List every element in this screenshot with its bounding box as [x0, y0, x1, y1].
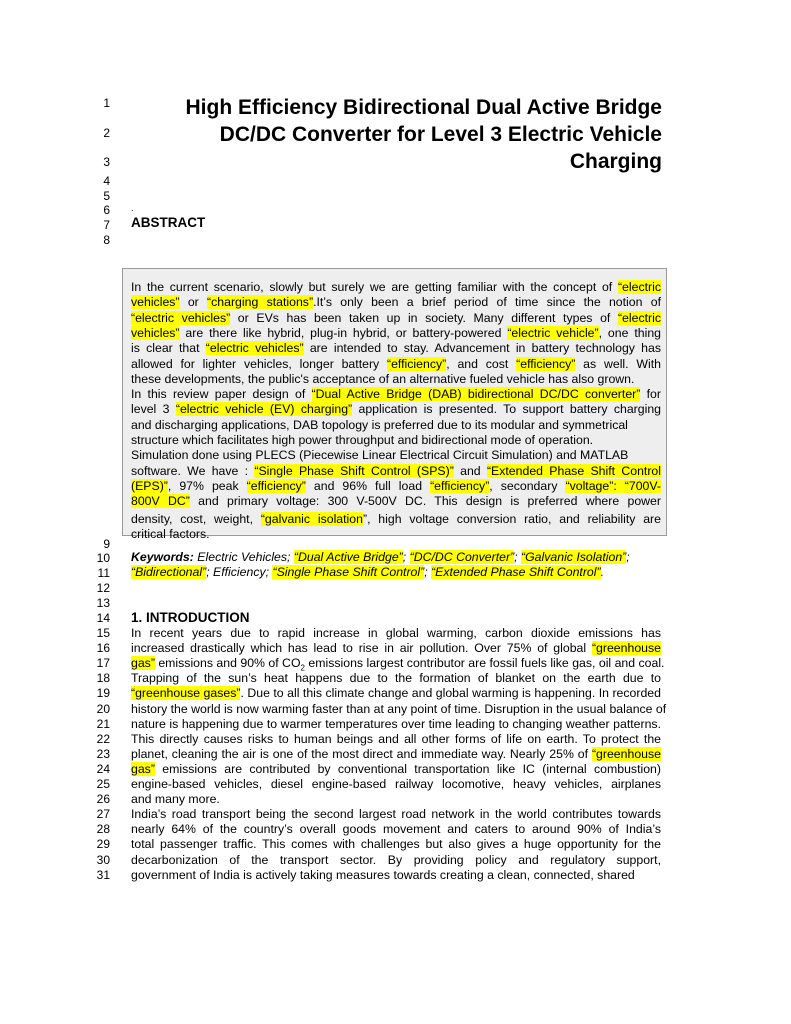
text-run: these developments, the public's acceptance of an alternative fueled vehicle has also grown. [131, 371, 635, 386]
highlighted-term: “greenhouse [591, 746, 661, 761]
intro-line [131, 837, 661, 852]
intro-line [131, 732, 661, 747]
text-run: software. We have : [131, 463, 255, 478]
highlighted-term: gas” [131, 656, 155, 671]
text-run: planet, cleaning the air is one of the most direct and immediate way. Nearly 25% of [131, 746, 592, 761]
highlighted-term: “Bidirectional” [131, 565, 207, 579]
intro-line [131, 868, 661, 883]
text-run: , secondary [489, 478, 566, 493]
intro-line [131, 641, 661, 656]
line-number: 5 [103, 189, 110, 203]
abstract-line [131, 357, 661, 372]
text-run: level 3 [131, 402, 176, 417]
keywords-line [131, 550, 661, 565]
highlighted-term: vehicles” [131, 325, 180, 340]
intro-line [131, 807, 661, 822]
highlighted-term: “electric vehicle (EV) charging” [175, 402, 353, 417]
text-run: as well. With [575, 356, 661, 371]
highlighted-term: (EPS)” [131, 478, 168, 493]
intro-line [131, 822, 661, 837]
line-number: 25 [96, 777, 110, 791]
line-number: 4 [103, 174, 110, 188]
highlighted-term: “electric vehicles” [131, 310, 231, 325]
line-number: 3 [103, 155, 110, 169]
intro-line [131, 626, 661, 641]
abstract-line [131, 326, 661, 341]
title-line-2: DC/DC Converter for Level 3 Electric Vehicle [219, 123, 662, 146]
intro-line [131, 717, 661, 732]
text-run: for [640, 387, 661, 402]
text-run: emissions largest contributor are fossil fuels like gas, oil and coal. [304, 656, 665, 671]
line-number: 21 [96, 716, 110, 731]
text-run: emissions and 90% of CO [154, 656, 301, 671]
text-run: ; [402, 550, 410, 564]
line-number: 18 [96, 671, 110, 686]
abstract-line [131, 527, 661, 542]
line-number: 13 [96, 596, 110, 610]
text-run: ; [626, 550, 630, 564]
highlighted-term: 800V DC” [131, 494, 190, 509]
highlighted-term: “efficiency” [387, 356, 447, 371]
highlighted-term: “electric vehicles” [205, 341, 304, 356]
abstract-line [131, 418, 661, 433]
abstract-line [131, 280, 661, 295]
highlighted-term: “efficiency” [246, 478, 306, 493]
intro-line [131, 671, 661, 686]
text-run: and primary voltage: 300 V-500V DC. This design is preferred where power [189, 494, 661, 509]
title-line-1: High Efficiency Bidirectional Dual Active Bridge [185, 96, 662, 119]
text-run: or EVs has been taken up in society. Many different types of [230, 310, 618, 325]
highlighted-term: “greenhouse gases” [131, 686, 241, 701]
line-number: 6 [103, 203, 110, 217]
text-run: Electric Vehicles; [193, 550, 294, 564]
abstract-line [131, 464, 661, 479]
intro-line [131, 747, 661, 762]
highlighted-term: “Single Phase Shift Control” [272, 565, 425, 579]
line-number: 17 [96, 656, 110, 671]
text-run: structure which facilitates high power throughput and bidirectional mode of operation. [131, 433, 594, 447]
text-run: or [179, 295, 208, 310]
text-run: , and cost [446, 356, 517, 371]
intro-line [131, 701, 667, 717]
stray-dot: . [131, 203, 134, 213]
text-run: and 96% full load [305, 478, 431, 493]
text-run: application is presented. To support battery charging [352, 402, 662, 417]
keywords-line [131, 565, 661, 580]
text-run: government of India is actively taking measures towards creating a clean, connected, shared [131, 867, 635, 882]
text-run: decarbonization of the transport sector. By providing policy and regulatory support, [131, 852, 661, 867]
line-number: 29 [96, 837, 110, 852]
text-run: . Due to all this climate change and global warming is happening. In recorded [240, 686, 661, 701]
abstract-line [131, 494, 661, 509]
line-number: 8 [103, 233, 110, 247]
highlighted-term: “Galvanic Isolation” [521, 550, 627, 564]
text-run: is clear that [131, 341, 206, 356]
highlighted-term: “efficiency” [516, 356, 576, 371]
intro-line [131, 853, 661, 868]
line-number: 9 [103, 537, 110, 551]
line-number: 27 [96, 807, 110, 822]
intro-line [131, 762, 661, 777]
text-run: ; Efficiency; [206, 565, 273, 579]
highlighted-term: “galvanic isolation [260, 511, 363, 526]
text-run: In recent years due to rapid increase in global warming, carbon dioxide emissions has [131, 626, 661, 640]
highlighted-term: gas” [131, 761, 155, 776]
abstract-line [131, 295, 661, 310]
text-run: ; [424, 565, 432, 579]
line-number: 22 [96, 731, 110, 746]
line-number: 7 [103, 218, 110, 232]
line-number: 19 [96, 686, 110, 701]
highlighted-term: “Dual Active Bridge (DAB) bidirectional DC/DC converter” [311, 387, 641, 402]
line-number: 23 [96, 746, 110, 761]
text-run: are intended to stay. Advancement in battery technology has [303, 341, 662, 356]
text-run: allowed for lighter vehicles, longer battery [131, 356, 387, 371]
line-number: 16 [96, 641, 110, 656]
line-number: 15 [96, 626, 110, 640]
abstract-line [131, 387, 661, 402]
abstract-heading: ABSTRACT [131, 215, 206, 230]
text-run: critical factors. [131, 526, 210, 541]
abstract-line [131, 402, 661, 417]
line-number: 2 [103, 126, 110, 140]
line-number: 11 [97, 566, 110, 580]
text-run: engine-based vehicles, diesel engine-based railway locomotive, heavy vehicles, airplanes [131, 777, 661, 791]
text-run: history the world is now warming faster than at any point of time. Disruption in the usual balance of [131, 701, 667, 716]
title-line-3: Charging [569, 150, 662, 173]
abstract-line [131, 512, 661, 527]
line-number: 12 [96, 581, 110, 595]
abstract-line [131, 341, 661, 356]
line-number: 24 [96, 761, 110, 776]
line-number: 28 [96, 822, 110, 837]
text-run: , one thing [598, 325, 661, 340]
line-number: 1 [103, 96, 110, 110]
abstract-line [131, 479, 661, 494]
abstract-line [131, 311, 661, 326]
text-run: India’s road transport being the second largest road network in the world contributes towards [131, 807, 661, 822]
text-run: 2 [300, 663, 305, 673]
highlighted-term: “Extended Phase Shift Control” [431, 565, 601, 579]
abstract-line [131, 372, 661, 387]
text-run: ; [514, 550, 522, 564]
line-number: 30 [96, 852, 110, 867]
text-run: .It’s only been a brief period of time since the notion of [313, 295, 661, 310]
highlighted-term: vehicles” [131, 295, 180, 310]
text-run: and [453, 463, 487, 478]
abstract-line [131, 433, 661, 448]
line-number: 10 [96, 551, 110, 565]
line-number: 31 [96, 867, 110, 882]
text-run: increased drastically which has lead to rise in air pollution. Over 75% of global [131, 641, 592, 656]
text-run: This directly causes risks to human beings and all other forms of life on earth. To protect the [131, 731, 661, 746]
abstract-line [131, 448, 661, 463]
intro-line [131, 777, 661, 792]
line-number: 26 [96, 792, 110, 807]
highlighted-term: “electric [617, 310, 661, 325]
text-run: nearly 64% of the country’s overall goods movement and caters to around 90% of India’s [131, 822, 661, 837]
intro-line [131, 656, 665, 673]
intro-line [131, 686, 661, 701]
intro-heading: 1. INTRODUCTION [131, 610, 250, 625]
highlighted-term: “Dual Active Bridge” [293, 550, 403, 564]
text-run: nature is happening due to warmer temperatures over time leading to changing weather patterns. [131, 716, 661, 731]
highlighted-term: “voltage”: “700V- [565, 478, 661, 493]
highlighted-term: “electric vehicle” [507, 325, 599, 340]
text-run: total passenger traffic. This comes with challenges but also gives a huge opportunity for the [131, 837, 661, 852]
highlighted-term: “DC/DC Converter” [409, 550, 515, 564]
line-number: 14 [96, 611, 110, 625]
highlighted-term: “greenhouse [591, 641, 661, 656]
text-run: In this review paper design of [131, 387, 312, 402]
highlighted-term: “Extended Phase Shift Control [486, 463, 661, 478]
text-run: Simulation done using PLECS (Piecewise Linear Electrical Circuit Simulation) and MATLAB [131, 448, 629, 463]
highlighted-term: “Single Phase Shift Control (SPS)” [254, 463, 454, 478]
highlighted-term: “efficiency” [430, 478, 490, 493]
text-run: Trapping of the sun’s heat happens due to the formation of blanket on the earth due to [131, 671, 661, 686]
text-run: Keywords: [131, 550, 194, 564]
line-number: 20 [96, 701, 110, 716]
highlighted-term: “electric [617, 280, 661, 294]
highlighted-term: “charging stations” [207, 295, 314, 310]
text-run: density, cost, weight, [131, 511, 261, 526]
text-run: . [600, 565, 605, 579]
text-run: emissions are contributed by conventional transportation like IC (internal combustion) [154, 761, 661, 776]
text-run: and discharging applications, DAB topology is preferred due to its modular and symmetrical [131, 417, 628, 432]
text-run: In the current scenario, slowly but surely we are getting familiar with the concept of [131, 280, 618, 294]
text-run: are there like hybrid, plug-in hybrid, or battery-powered [179, 325, 508, 340]
text-run: ”, high voltage conversion ratio, and reliability are [362, 511, 661, 526]
text-run: and many more. [131, 792, 220, 807]
intro-line [131, 792, 661, 807]
text-run: , 97% peak [167, 478, 247, 493]
